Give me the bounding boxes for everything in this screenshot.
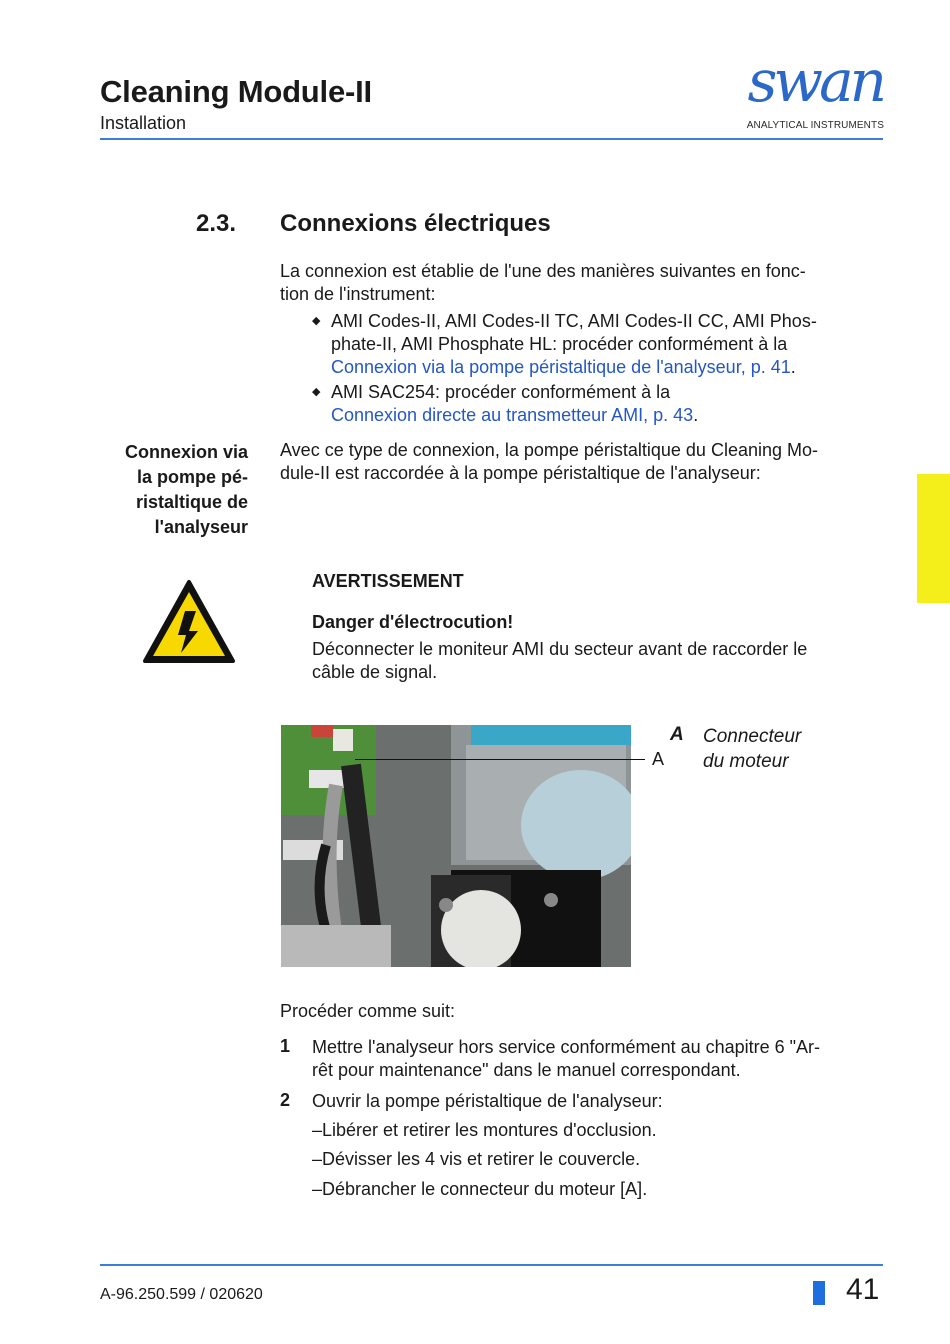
step-text (312, 1036, 884, 1082)
page-number: 41 (846, 1273, 880, 1306)
legend-key: A (670, 724, 684, 745)
intro-paragraph (280, 260, 880, 306)
step-line: Mettre l'analyseur hors service conformément au chapitre 6 "Ar- (312, 1037, 821, 1057)
logo-wordmark: swan (747, 47, 883, 115)
page-marker-icon (813, 1281, 825, 1305)
header-divider (100, 138, 883, 140)
margin-heading-line: ristaltique de (135, 492, 248, 512)
section-title: Connexions électriques (280, 210, 551, 237)
electrical-hazard-icon (142, 579, 236, 665)
footer-divider (100, 1264, 883, 1266)
substep-item: –Dévisser les 4 vis et retirer le couvercle. (312, 1149, 641, 1169)
substep-item: –Libérer et retirer les montures d'occlusion. (312, 1120, 657, 1140)
legend-description (703, 724, 801, 774)
margin-heading-line: la pompe pé- (136, 467, 248, 487)
logo-tagline: ANALYTICAL INSTRUMENTS (746, 120, 884, 131)
legend-line: Connecteur (703, 726, 802, 747)
warning-line: câble de signal. (312, 662, 438, 682)
bullet-line: phate-II, AMI Phosphate HL: procéder conformément à la (331, 334, 788, 354)
warning-line: Déconnecter le moniteur AMI du secteur avant de raccorder le (312, 639, 808, 659)
bullet-punctuation: . (693, 405, 699, 425)
cross-reference-link[interactable]: Connexion directe au transmetteur AMI, p. 43 (331, 405, 694, 425)
legend-line: du moteur (703, 751, 789, 772)
margin-heading-line: l'analyseur (154, 517, 248, 537)
bullet-item (312, 310, 882, 379)
step-number: 2 (280, 1090, 291, 1110)
intro-line: tion de l'instrument: (280, 284, 436, 304)
bullet-line: AMI SAC254: procéder conformément à la (331, 382, 671, 402)
margin-heading (100, 440, 248, 540)
pump-connector-photo (281, 725, 631, 967)
swan-logo (730, 47, 886, 136)
step-line: rêt pour maintenance" dans le manuel correspondant. (312, 1060, 741, 1080)
step-text (312, 1090, 884, 1113)
bullet-diamond-icon: ◆ (312, 315, 321, 327)
bullet-punctuation: . (790, 357, 796, 377)
intro-line: La connexion est établie de l'une des manières suivantes en fonc- (280, 261, 806, 281)
subsection-paragraph (280, 439, 882, 485)
callout-label: A (652, 749, 665, 769)
chapter-tab-marker (917, 474, 950, 603)
document-title: Cleaning Module-II (100, 74, 372, 109)
bullet-line: AMI Codes-II, AMI Codes-II TC, AMI Codes-II CC, AMI Phos- (331, 311, 817, 331)
paragraph-line: Avec ce type de connexion, la pompe péristaltique du Cleaning Mo- (280, 440, 818, 460)
substep-item: –Débrancher le connecteur du moteur [A]. (312, 1179, 648, 1199)
bullet-item (312, 381, 882, 427)
paragraph-line: dule-II est raccordée à la pompe péristaltique de l'analyseur: (280, 463, 761, 483)
warning-heading: AVERTISSEMENT (312, 571, 464, 591)
margin-heading-line: Connexion via (124, 442, 248, 462)
step-line: Ouvrir la pompe péristaltique de l'analyseur: (312, 1091, 663, 1111)
procedure-intro: Procéder comme suit: (280, 1001, 456, 1021)
section-number: 2.3. (196, 210, 237, 237)
warning-text (312, 638, 882, 684)
warning-subheading: Danger d'électrocution! (312, 612, 514, 632)
document-subtitle: Installation (100, 113, 187, 133)
document-id: A-96.250.599 / 020620 (100, 1286, 263, 1303)
step-number: 1 (280, 1036, 291, 1056)
callout-leader-line (355, 759, 645, 760)
cross-reference-link[interactable]: Connexion via la pompe péristaltique de l'analyseur, p. 41 (331, 357, 791, 377)
bullet-diamond-icon: ◆ (312, 386, 321, 398)
